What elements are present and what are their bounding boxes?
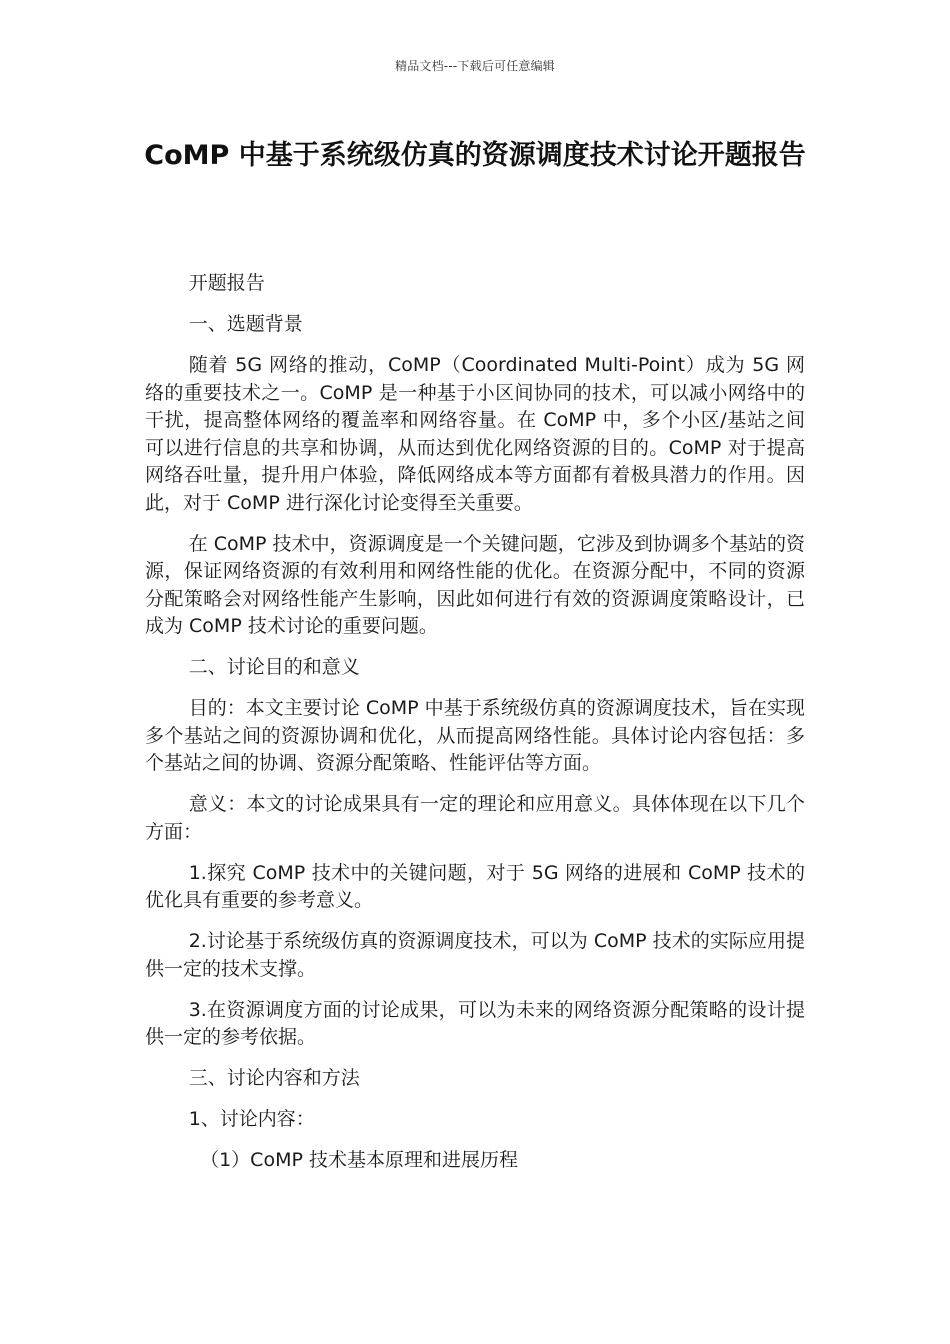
section-heading-background: 一、选题背景	[188, 313, 303, 335]
list-item-content-1: （1）CoMP 技术基本原理和进展历程	[200, 1149, 518, 1171]
paragraph-background-2: 在 CoMP 技术中，资源调度是一个关键问题，它涉及到协调多个基站的资源，保证网络资源的有效利用和网络性能的优化。在资源分配中，不同的资源分配策略会对网络性能产生影响，因此如何进行有效的资源调度策略设计，已成为 CoMP 技术讨论的重要问题。	[145, 532, 805, 637]
header-note: 精品文档---下载后可任意编辑	[395, 59, 555, 73]
paragraph-purpose: 目的：本文主要讨论 CoMP 中基于系统级仿真的资源调度技术，旨在实现多个基站之间的资源协调和优化，从而提高网络性能。具体讨论内容包括：多个基站之间的协调、资源分配策略、性能评估等方面。	[145, 697, 805, 774]
list-item-significance-2: 2.讨论基于系统级仿真的资源调度技术，可以为 CoMP 技术的实际应用提供一定的技术支撑。	[145, 930, 805, 980]
document-title: CoMP 中基于系统级仿真的资源调度技术讨论开题报告	[144, 140, 806, 171]
list-item-significance-3: 3.在资源调度方面的讨论成果，可以为未来的网络资源分配策略的设计提供一定的参考依据。	[145, 998, 805, 1048]
list-item-significance-1: 1.探究 CoMP 技术中的关键问题，对于 5G 网络的进展和 CoMP 技术的优化具有重要的参考意义。	[145, 861, 805, 911]
paragraph-report-label: 开题报告	[188, 272, 265, 294]
paragraph-significance: 意义：本文的讨论成果具有一定的理论和应用意义。具体体现在以下几个方面：	[145, 793, 805, 843]
section-heading-purpose: 二、讨论目的和意义	[188, 656, 360, 678]
paragraph-background-1: 随着 5G 网络的推动，CoMP（Coordinated Multi-Point）成为 5G 网络的重要技术之一。CoMP 是一种基于小区间协同的技术，可以减小网络中的干扰，提高整体网络的覆盖率和网络容量。在 CoMP 中，多个小区/基站之间可以进行信息的共享和协调，从而达到优化网络资源的目的。CoMP 对于提高网络吞吐量，提升用户体验，降低网络成本等方面都有着极具潜力的作用。因此，对于 CoMP 进行深化讨论变得至关重要。	[145, 354, 805, 514]
subheading-content: 1、讨论内容：	[188, 1108, 315, 1130]
document-body	[145, 270, 805, 1188]
section-heading-content-methods: 三、讨论内容和方法	[188, 1067, 360, 1089]
